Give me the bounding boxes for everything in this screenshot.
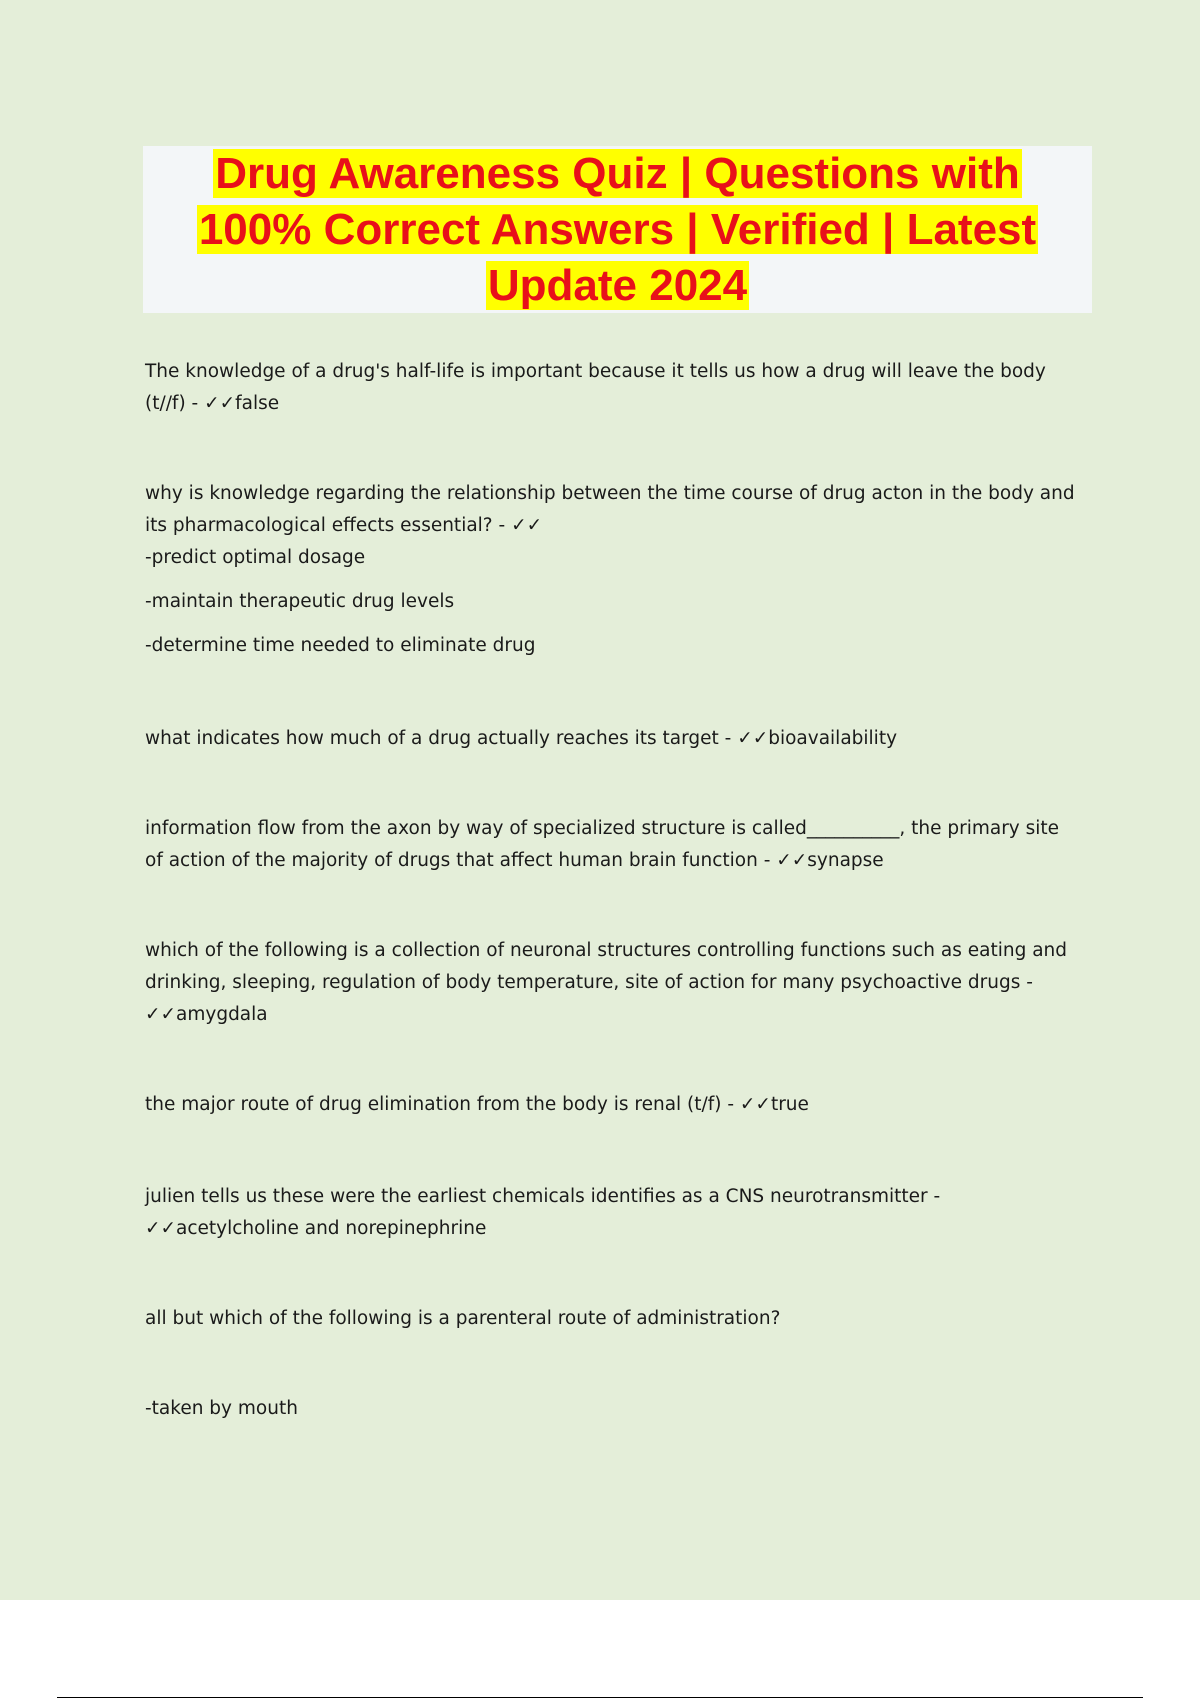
question-item (145, 1089, 1080, 1121)
title-line: 100% Correct Answers | Verified | Latest (198, 205, 1037, 254)
question-item (145, 1303, 1080, 1335)
question-item (145, 356, 1080, 420)
question-text: which of the following is a collection of neuronal structures controlling functions such as eating and drinking, sleeping, regulation of body temperature, site of action for many psychoactive drugs - (145, 940, 1068, 993)
check-icon: ✓✓ (776, 850, 808, 871)
question-text: why is knowledge regarding the relationship between the time course of drug acton in the body and its pharmacological effects essential? - (145, 483, 1075, 536)
question-text: all but which of the following is a parenteral route of administration? (145, 1308, 781, 1329)
title-line: Update 2024 (487, 261, 748, 310)
question-text: -taken by mouth (145, 1398, 298, 1419)
answer-text: false (235, 393, 280, 414)
question-text: the major route of drug elimination from the body is renal (t/f) - (145, 1094, 740, 1115)
question-item (145, 723, 1080, 755)
check-icon: ✓✓ (737, 728, 769, 749)
answer-list-item: -maintain therapeutic drug levels (145, 591, 455, 612)
question-text: information flow from the axon by way of specialized structure is called__________, the primary site of action of the majority of drugs that affect human brain function - (145, 818, 1060, 871)
question-text: what indicates how much of a drug actually reaches its target - (145, 728, 738, 749)
answer-text: acetylcholine and norepinephrine (176, 1218, 487, 1239)
title-line: Drug Awareness Quiz | Questions with (215, 149, 1020, 198)
answer-text: true (770, 1094, 809, 1115)
answer-list-item: -determine time needed to eliminate drug (145, 635, 536, 656)
question-text: julien tells us these were the earliest chemicals identifies as a CNS neurotransmitter - (145, 1186, 941, 1207)
question-item (145, 478, 1080, 662)
document-title (143, 146, 1092, 314)
quiz-content (145, 356, 1080, 1425)
footer-divider (57, 1697, 1143, 1698)
answer-list-item: -predict optimal dosage (145, 547, 366, 568)
check-icon: ✓✓ (204, 393, 236, 414)
answer-text: bioavailability (768, 728, 898, 749)
question-item (145, 1393, 1080, 1425)
answer-text: synapse (807, 850, 884, 871)
question-text: The knowledge of a drug's half-life is important because it tells us how a drug will leave the body (t//f) - (145, 361, 1046, 414)
check-icon: ✓✓ (145, 1004, 177, 1025)
question-item (145, 1181, 1080, 1245)
answer-text: amygdala (176, 1004, 268, 1025)
question-item (145, 935, 1080, 1031)
check-icon: ✓✓ (145, 1218, 177, 1239)
check-icon: ✓✓ (739, 1094, 771, 1115)
check-icon: ✓✓ (511, 515, 543, 536)
question-item (145, 813, 1080, 877)
